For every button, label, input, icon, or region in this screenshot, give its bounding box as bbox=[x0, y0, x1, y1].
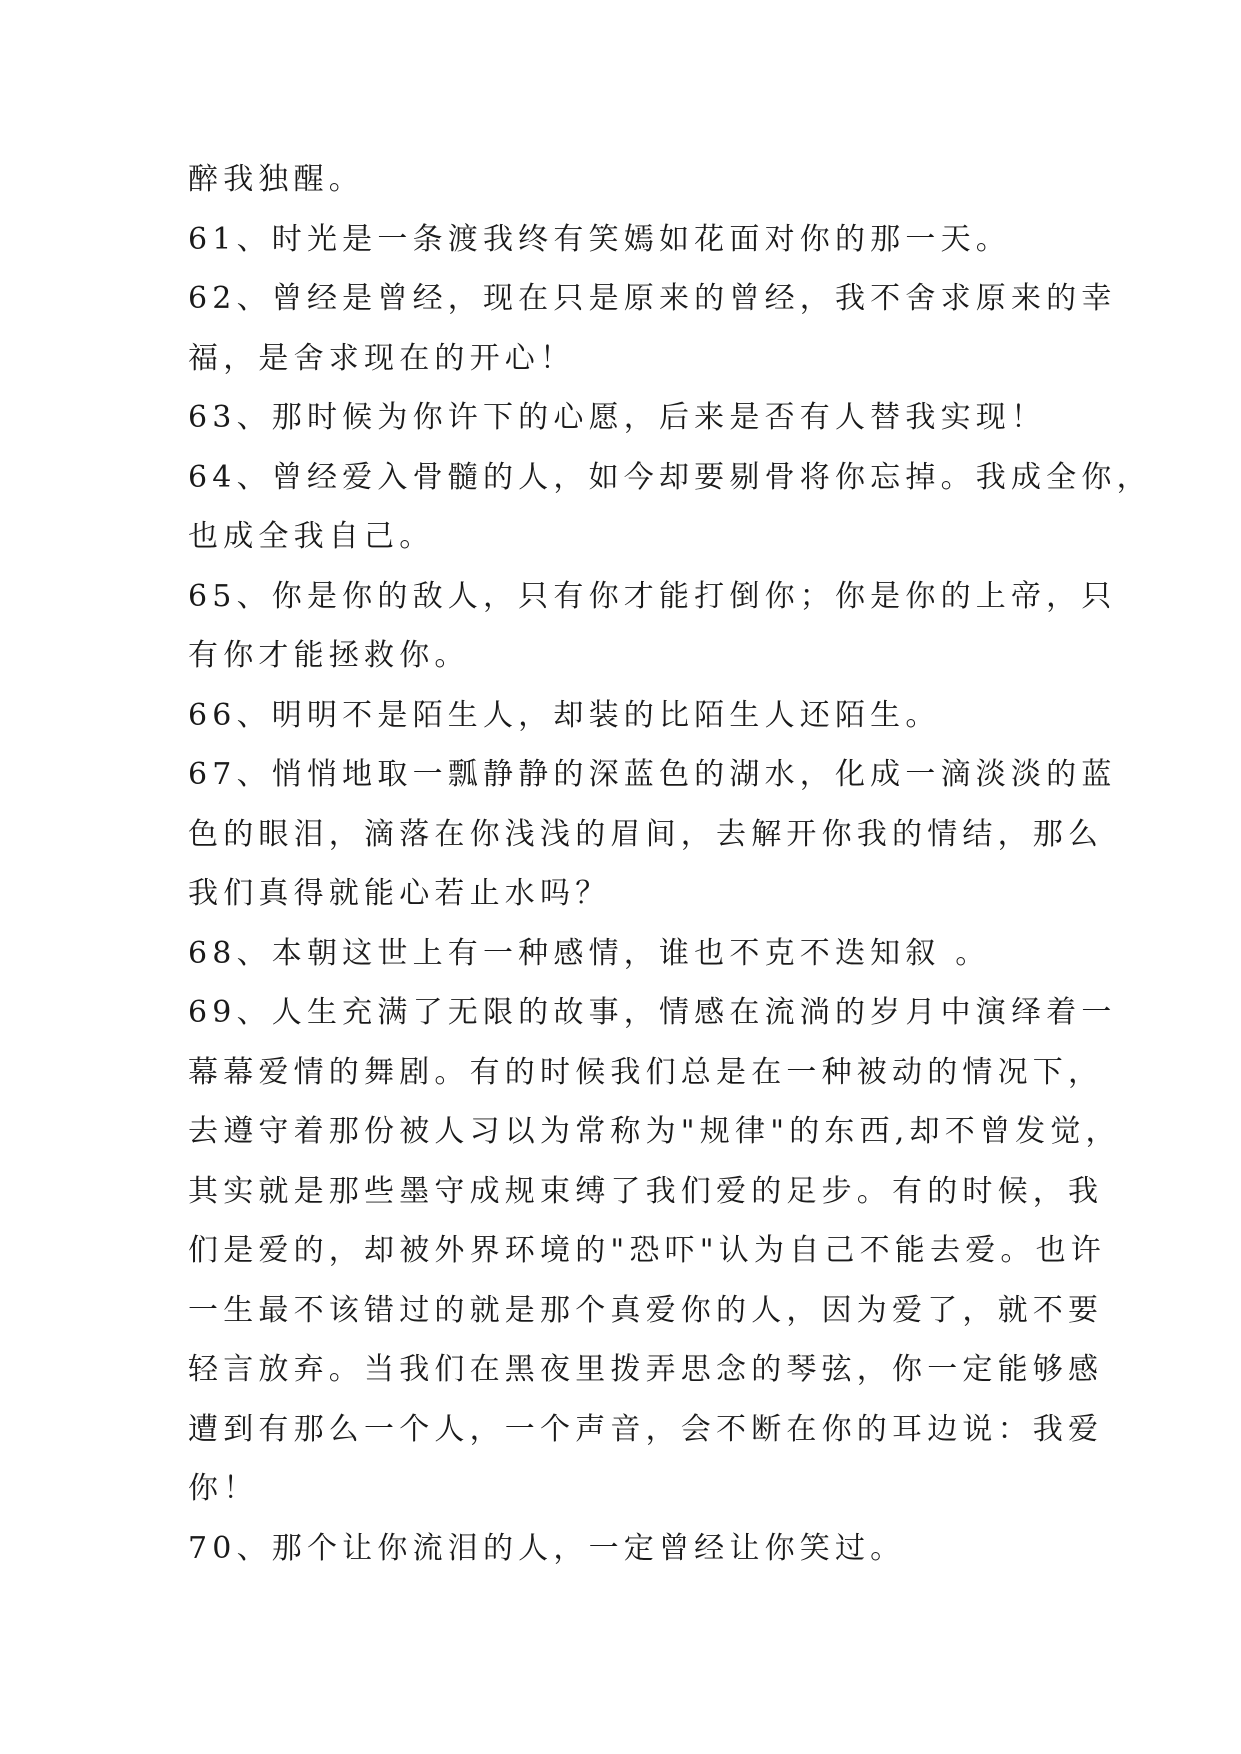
text-line: 61、时光是一条渡我终有笑嫣如花面对你的那一天。 bbox=[188, 221, 1011, 257]
text-line: 68、本朝这世上有一种感情，谁也不克不迭知叙 。 bbox=[188, 935, 991, 971]
text-line: 63、那时候为你许下的心愿，后来是否有人替我实现！ bbox=[188, 400, 1047, 435]
text-line: 69、人生充满了无限的故事，情感在流淌的岁月中演绎着一 bbox=[188, 995, 1117, 1030]
text-line: 65、你是你的敌人，只有你才能打倒你；你是你的上帝，只 bbox=[188, 578, 1117, 614]
text-line: 我们真得就能心若止水吗？ bbox=[188, 876, 611, 911]
text-line: 们是爱的，却被外界环境的"恐吓"认为自己不能去爱。也许 bbox=[188, 1233, 1106, 1268]
text-line: 70、那个让你流泪的人，一定曾经让你笑过。 bbox=[188, 1530, 906, 1566]
text-line: 62、曾经是曾经，现在只是原来的曾经，我不舍求原来的幸 bbox=[188, 281, 1117, 316]
text-line: 66、明明不是陌生人，却装的比陌生人还陌生。 bbox=[188, 697, 941, 733]
text-line: 也成全我自己。 bbox=[188, 519, 435, 554]
text-line: 幕幕爱情的舞剧。有的时候我们总是在一种被动的情况下， bbox=[188, 1054, 1104, 1090]
text-line: 其实就是那些墨守成规束缚了我们爱的足步。有的时候，我 bbox=[188, 1173, 1104, 1209]
text-line: 色的眼泪，滴落在你浅浅的眉间，去解开你我的情结，那么 bbox=[188, 816, 1104, 852]
text-line: 有你才能拯救你。 bbox=[188, 638, 470, 673]
text-line: 67、悄悄地取一瓢静静的深蓝色的湖水，化成一滴淡淡的蓝 bbox=[188, 757, 1117, 792]
document-page bbox=[188, 150, 1152, 1578]
text-line: 福，是舍求现在的开心！ bbox=[188, 340, 576, 376]
text-line: 轻言放弃。当我们在黑夜里拨弄思念的琴弦，你一定能够感 bbox=[188, 1352, 1104, 1387]
text-line: 你！ bbox=[188, 1471, 259, 1506]
text-line: 去遵守着那份被人习以为常称为"规律"的东西,却不曾发觉， bbox=[188, 1114, 1121, 1149]
text-line: 醉我独醒。 bbox=[188, 162, 364, 197]
text-line: 遭到有那么一个人，一个声音，会不断在你的耳边说：我爱 bbox=[188, 1411, 1104, 1447]
text-line: 64、曾经爱入骨髓的人，如今却要剔骨将你忘掉。我成全你， bbox=[188, 459, 1152, 495]
text-line: 一生最不该错过的就是那个真爱你的人，因为爱了，就不要 bbox=[188, 1292, 1104, 1328]
